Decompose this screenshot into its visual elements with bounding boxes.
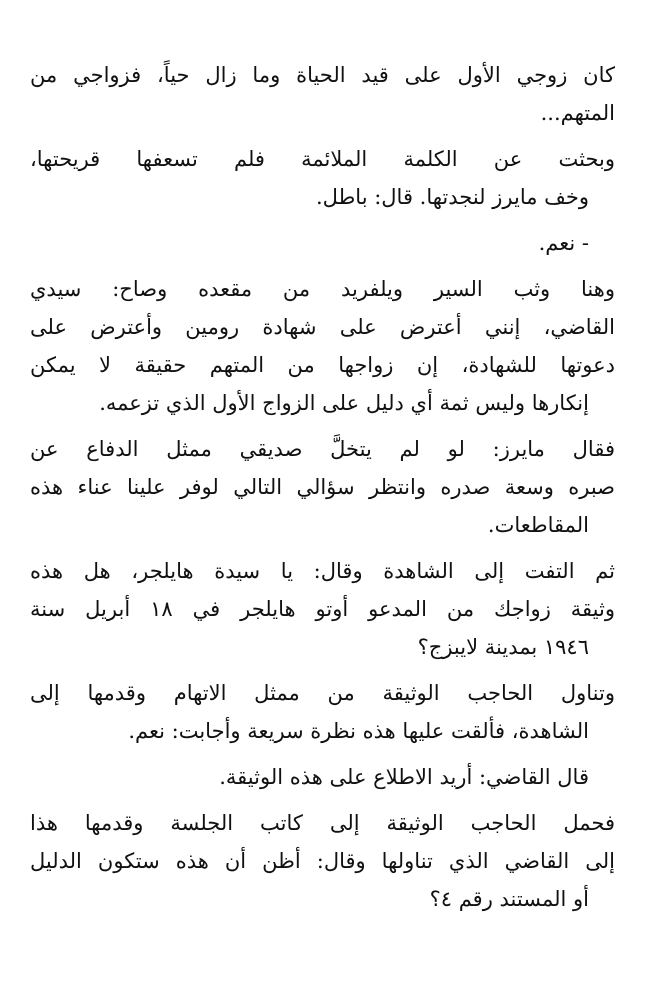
paragraph	[30, 270, 615, 422]
text-line: وثيقة زواجك من المدعو أوتو هايلجر في ١٨ أبريل سنة	[30, 597, 615, 621]
book-page	[30, 56, 615, 926]
text-line: وتناول الحاجب الوثيقة من ممثل الاتهام وقدمها إلى	[30, 681, 615, 705]
text-line: دعوتها للشهادة، إن زواجها من المتهم حقيقة لا يمكن	[30, 353, 615, 377]
text-line: وخف مايرز لنجدتها. قال: باطل.	[316, 185, 589, 209]
paragraph	[30, 674, 615, 750]
text-line: كان زوجي الأول على قيد الحياة وما زال حياً، فزواجي من	[30, 63, 615, 87]
text-line: فقال مايرز: لو لم يتخلَّ صديقي ممثل الدفاع عن	[30, 437, 615, 461]
text-line: ١٩٤٦ بمدينة لايبزج؟	[417, 635, 589, 659]
paragraph	[30, 552, 615, 666]
text-line: فحمل الحاجب الوثيقة إلى كاتب الجلسة وقدمها هذا	[30, 811, 615, 835]
text-line: وبحثت عن الكلمة الملائمة فلم تسعفها قريحتها،	[30, 147, 615, 171]
text-line: المتهم...	[540, 101, 615, 125]
text-line: إلى القاضي الذي تناولها وقال: أظن أن هذه ستكون الدليل	[30, 849, 615, 873]
text-line: الشاهدة، فألقت عليها هذه نظرة سريعة وأجابت: نعم.	[128, 719, 589, 743]
text-line: صبره وسعة صدره وانتظر سؤالي التالي لوفر علينا عناء هذه	[30, 475, 615, 499]
text-line: أو المستند رقم ٤؟	[429, 887, 589, 911]
text-line: ثم التفت إلى الشاهدة وقال: يا سيدة هايلجر، هل هذه	[30, 559, 615, 583]
text-line: وهنا وثب السير ويلفريد من مقعده وصاح: سيدي	[30, 277, 615, 301]
paragraph	[30, 758, 615, 796]
paragraph	[30, 804, 615, 918]
text-line: إنكارها وليس ثمة أي دليل على الزواج الأول الذي تزعمه.	[99, 391, 589, 415]
paragraph	[30, 56, 615, 132]
text-line: المقاطعات.	[487, 513, 589, 537]
paragraph	[30, 140, 615, 216]
text-line: قال القاضي: أريد الاطلاع على هذه الوثيقة.	[219, 765, 589, 789]
paragraph	[30, 430, 615, 544]
text-line: القاضي، إنني أعترض على شهادة رومين وأعترض على	[30, 315, 615, 339]
text-line: - نعم.	[538, 231, 589, 255]
paragraph	[30, 224, 615, 262]
